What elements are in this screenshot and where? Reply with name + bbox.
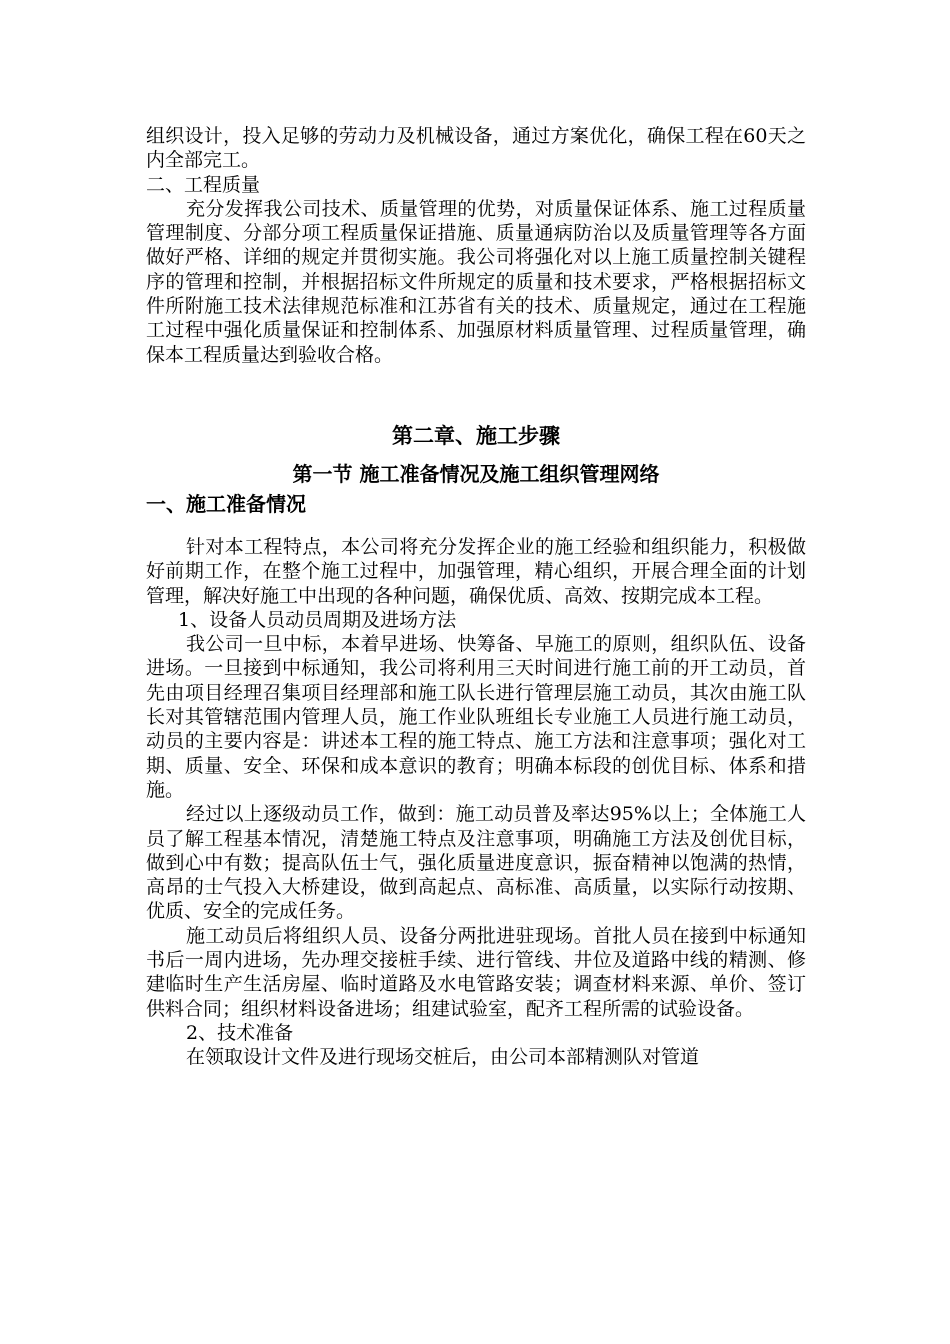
item1-heading: 1、设备人员动员周期及进场方法 — [178, 608, 457, 631]
item2-heading: 2、技术准备 — [186, 1021, 294, 1044]
spacer — [146, 519, 806, 535]
item1-paragraph-2: 经过以上逐级动员工作，做到：施工动员普及率达95%以上；全体施工人员了解工程基本情况，清楚施工特点及注意事项，明确施工方法及创优目标，做到心中有数；提高队伍士气，强化质量进度意识，振奋精神以饱满的热情，高昂的士气投入大桥建设，做到高起点、高标准、高质量，以实际行动按期、优质、安全的完成任务。 — [146, 803, 806, 923]
prep-heading: 一、施工准备情况 — [146, 491, 306, 516]
prep-paragraph: 针对本工程特点，本公司将充分发挥企业的施工经验和组织能力，积极做好前期工作，在整个施工过程中，加强管理，精心组织，开展合理全面的计划管理，解决好施工中出现的各种问题，确保优质、高效、按期完成本工程。 — [146, 535, 806, 607]
item2-paragraph-1: 在领取设计文件及进行现场交桩后，由公司本部精测队对管道 — [186, 1046, 700, 1069]
section-title: 第一节 施工准备情况及施工组织管理网络 — [292, 461, 660, 486]
item1-paragraph-1: 我公司一旦中标，本着早进场、快筹备、早施工的原则，组织队伍、设备进场。一旦接到中标通知，我公司将利用三天时间进行施工前的开工动员，首先由项目经理召集项目经理部和施工队长进行管理层施工动员，其次由施工队长对其管辖范围内管理人员，施工作业队班组长专业施工人员进行施工动员，动员的主要内容是：讲述本工程的施工特点、施工方法和注意事项；强化对工期、质量、安全、环保和成本意识的教育；明确本标段的创优目标、体系和措施。 — [146, 633, 806, 801]
spacer — [146, 367, 806, 421]
intro-continued-paragraph: 组织设计，投入足够的劳动力及机械设备，通过方案优化，确保工程在60天之内全部完工。 — [146, 125, 806, 172]
spacer — [146, 451, 806, 459]
item1-paragraph-3: 施工动员后将组织人员、设备分两批进驻现场。首批人员在接到中标通知书后一周内进场，先办理交接桩手续、进行管线、井位及道路中线的精测、修建临时生产生活房屋、临时道路及水电管路安装；调查材料来源、单价、签订供料合同；组织材料设备进场；组建试验室，配齐工程所需的试验设备。 — [146, 924, 806, 1020]
chapter-title: 第二章、施工步骤 — [392, 423, 560, 448]
quality-paragraph: 充分发挥我公司技术、质量管理的优势，对质量保证体系、施工过程质量管理制度、分部分项工程质量保证措施、质量通病防治以及质量管理等各方面做好严格、详细的规定并贯彻实施。我公司将强化对以上施工质量控制关键程序的管理和控制，并根据招标文件所规定的质量和技术要求，严格根据招标文件所附施工技术法律规范标准和江苏省有关的技术、质量规定，通过在工程施工过程中强化质量保证和控制体系、加强原材料质量管理、过程质量管理，确保本工程质量达到验收合格。 — [146, 197, 806, 366]
quality-heading: 二、工程质量 — [146, 173, 261, 196]
document-page — [146, 124, 806, 1070]
